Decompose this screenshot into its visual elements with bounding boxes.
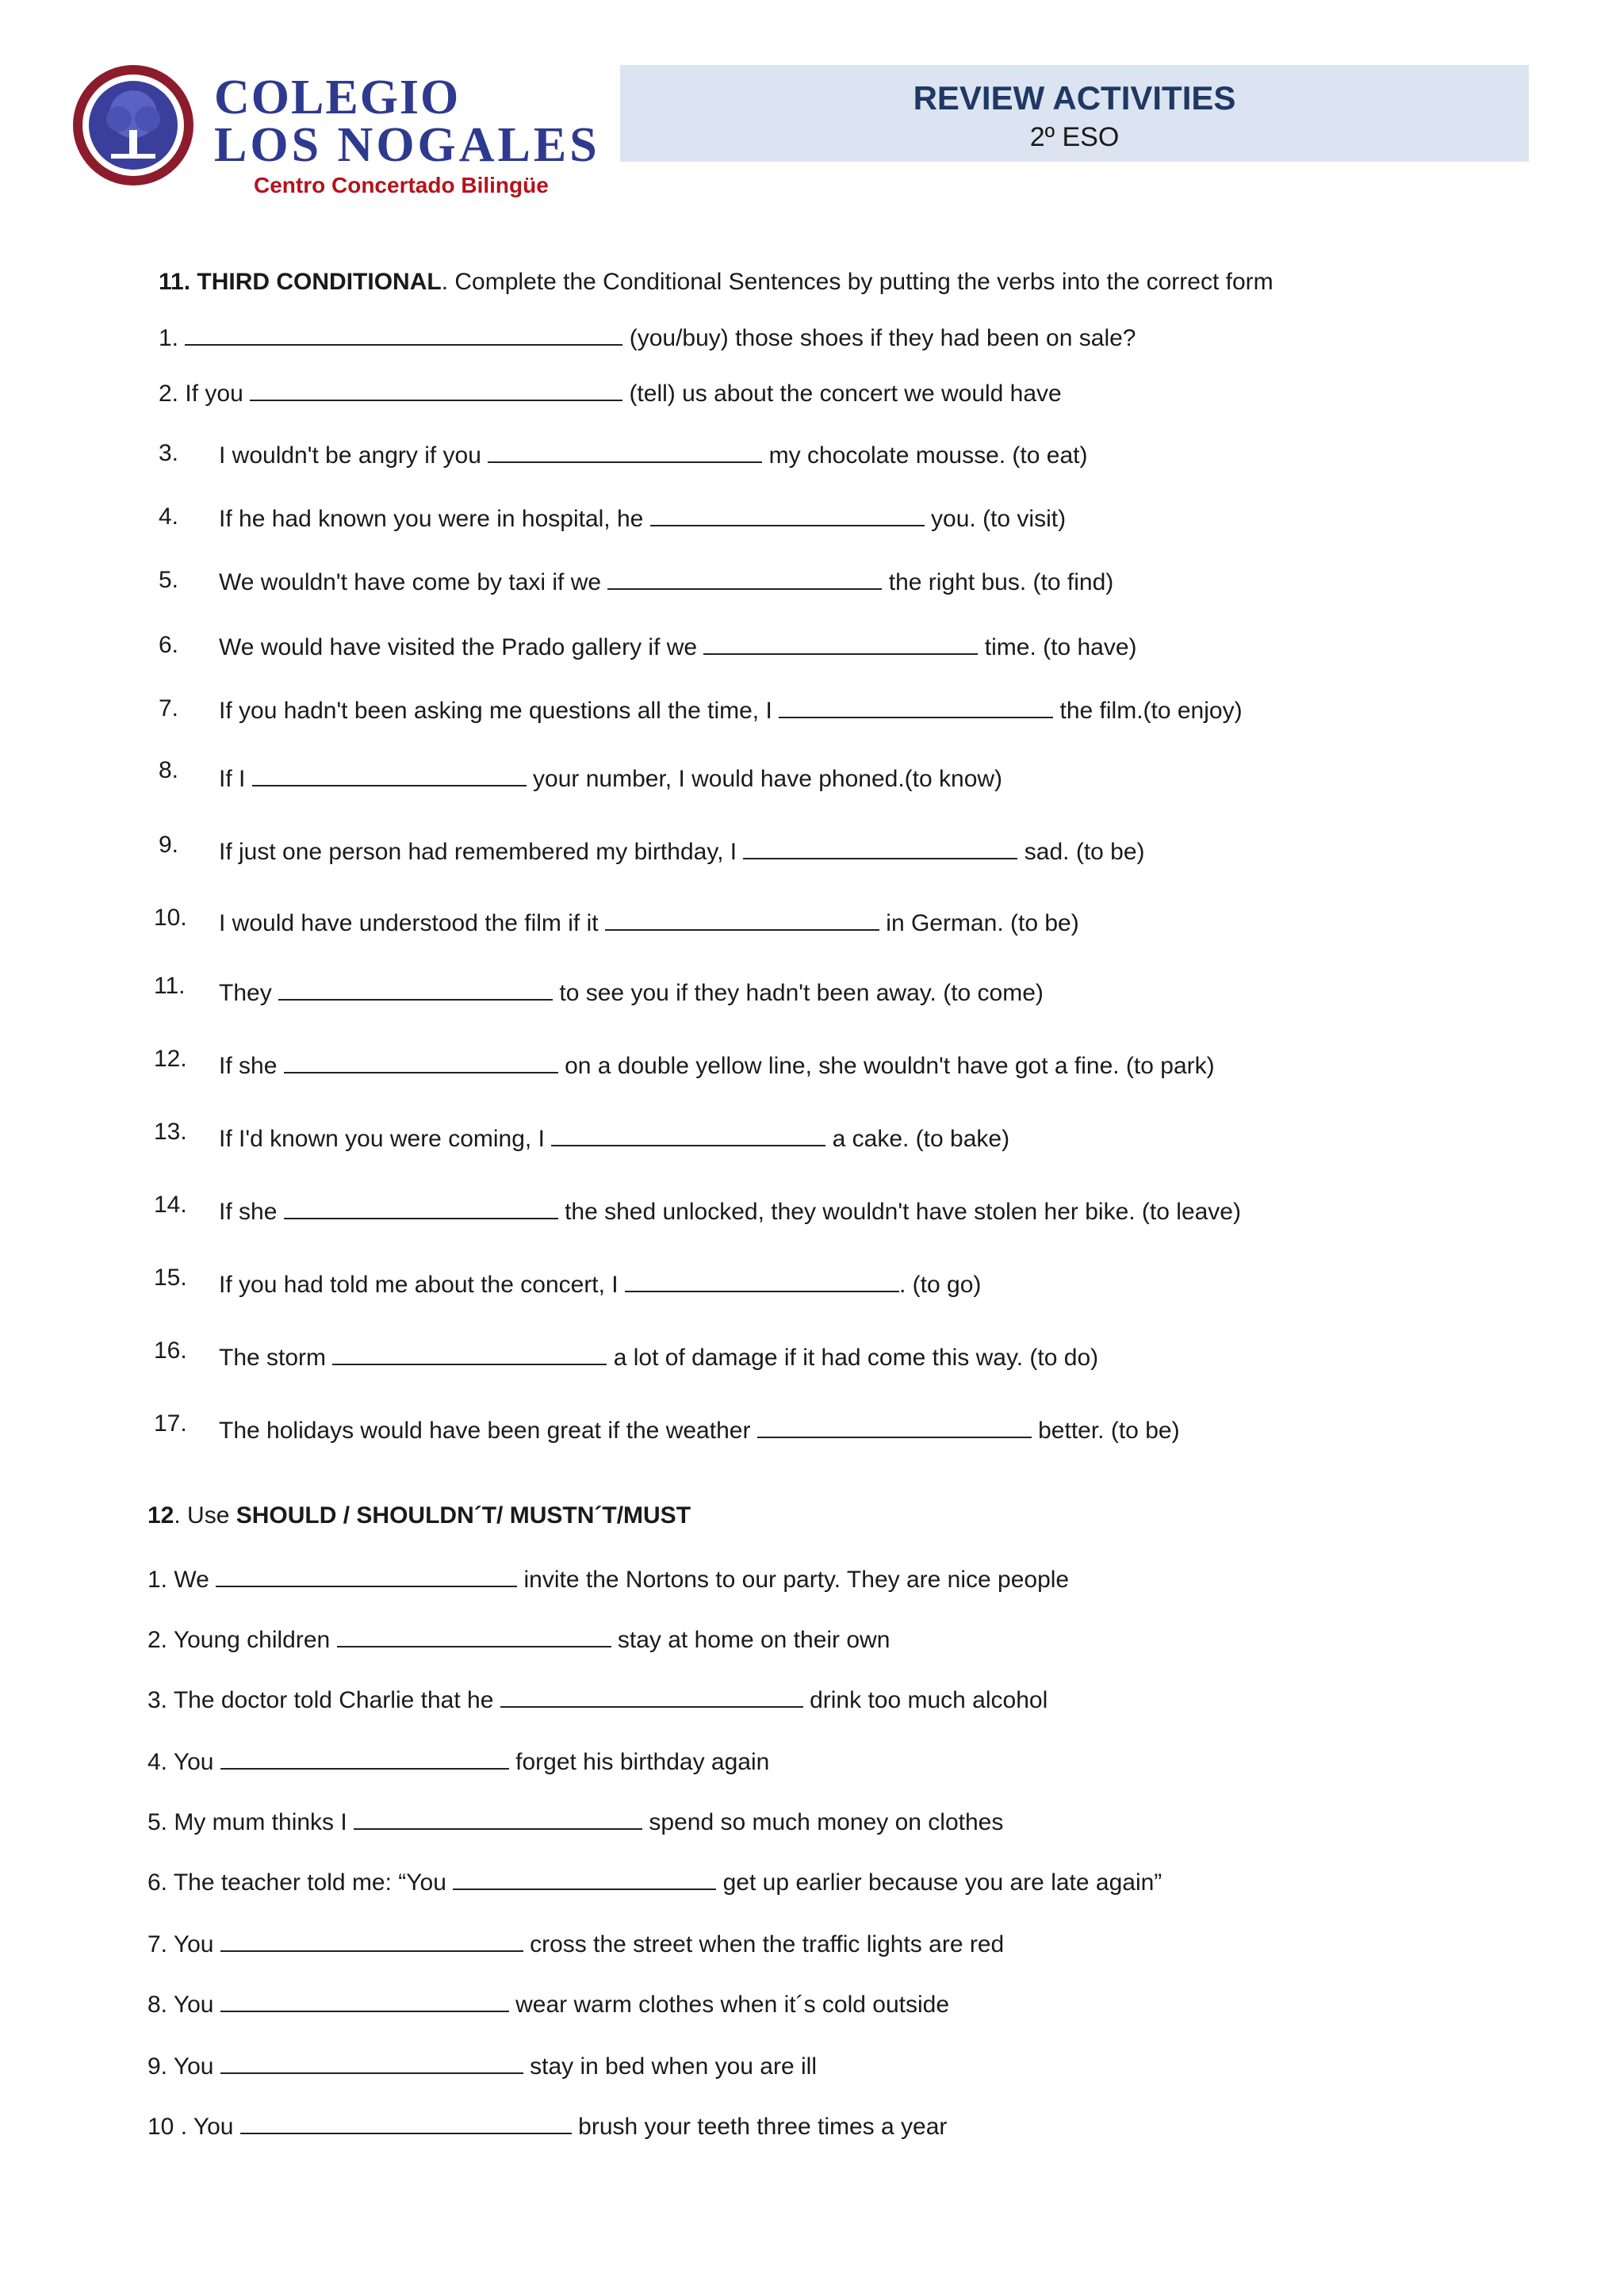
item-text-before: 8. You	[147, 1992, 214, 2018]
page-title: REVIEW ACTIVITIES	[913, 79, 1236, 117]
item-text-after: you. (to visit)	[931, 506, 1067, 532]
answer-blank[interactable]	[278, 977, 553, 1001]
section-11-heading	[159, 268, 1274, 297]
section-11-instruction: . Complete the Conditional Sentences by putting the verbs into the correct form	[441, 269, 1274, 295]
exercise-12-item-9	[147, 2050, 817, 2081]
item-text-after: sad. (to be)	[1024, 839, 1145, 865]
item-text-after: a cake. (to bake)	[832, 1126, 1010, 1152]
answer-blank[interactable]	[220, 2050, 523, 2074]
exercise-11-item-11	[219, 977, 1044, 1008]
exercise-11-item-10	[219, 907, 1079, 938]
item-number: 15.	[154, 1265, 187, 1291]
item-text-after: my chocolate mousse. (to eat)	[768, 442, 1088, 469]
section-12-prefix: . Use	[174, 1502, 236, 1529]
exercise-12-item-10	[147, 2110, 947, 2141]
item-text-before: If I	[219, 766, 246, 792]
exercise-11-item-3	[219, 439, 1087, 470]
answer-blank[interactable]	[337, 1624, 611, 1647]
answer-blank[interactable]	[220, 1746, 509, 1770]
item-text-after: the shed unlocked, they wouldn't have stolen her bike. (to leave)	[565, 1199, 1241, 1225]
item-text-after: to see you if they hadn't been away. (to come)	[559, 980, 1044, 1006]
answer-blank[interactable]	[650, 503, 925, 526]
section-11-number: 11.	[159, 269, 191, 295]
item-text-before: I would have understood the film if it	[219, 910, 599, 936]
answer-blank[interactable]	[284, 1196, 558, 1219]
item-text-after: forget his birthday again	[515, 1749, 770, 1775]
exercise-11-item-17	[219, 1414, 1180, 1445]
item-text-before: We wouldn't have come by taxi if we	[219, 569, 602, 595]
item-text-after: stay at home on their own	[617, 1627, 891, 1653]
item-text-after: wear warm clothes when it´s cold outside	[515, 1992, 950, 2018]
item-text-after: stay in bed when you are ill	[530, 2053, 817, 2080]
answer-blank[interactable]	[252, 763, 527, 786]
item-text-before: 1. We	[147, 1567, 209, 1593]
exercise-12-item-3	[147, 1684, 1048, 1715]
item-text-after: invite the Nortons to our party. They are nice people	[523, 1567, 1070, 1593]
item-text-after: on a double yellow line, she wouldn't have got a fine. (to park)	[565, 1053, 1215, 1079]
item-text-after: drink too much alcohol	[810, 1687, 1048, 1713]
school-name-line1: COLEGIO	[214, 71, 461, 124]
item-text-before: If you hadn't been asking me questions all the time, I	[219, 698, 772, 724]
answer-blank[interactable]	[284, 1050, 558, 1073]
item-text-after: time. (to have)	[984, 634, 1137, 660]
item-number: 8.	[159, 757, 179, 783]
school-seal-icon	[70, 62, 197, 189]
exercise-12-item-5	[147, 1806, 1003, 1837]
item-text-after: . (to go)	[899, 1272, 982, 1298]
item-number: 13.	[154, 1119, 187, 1145]
item-number: 3.	[159, 440, 179, 466]
item-number: 10.	[154, 905, 187, 931]
answer-blank[interactable]	[607, 566, 882, 590]
section-11-title: THIRD CONDITIONAL	[197, 269, 442, 295]
item-text-after: cross the street when the traffic lights are red	[530, 1931, 1005, 1957]
item-text-before: If she	[219, 1053, 278, 1079]
item-text-before: They	[219, 980, 272, 1006]
exercise-12-item-1	[147, 1563, 1069, 1594]
exercise-12-item-4	[147, 1746, 769, 1777]
answer-blank[interactable]	[220, 1928, 523, 1952]
item-number: 12.	[154, 1046, 187, 1072]
item-text-after: (you/buy) those shoes if they had been on sale?	[629, 325, 1136, 351]
item-number: 2.	[159, 381, 179, 407]
item-text-before: If you	[185, 381, 243, 407]
answer-blank[interactable]	[605, 907, 879, 931]
exercise-11-item-4	[219, 503, 1066, 534]
section-12-number: 12	[147, 1502, 174, 1529]
item-number: 1.	[159, 325, 179, 351]
exercise-11-item-1	[159, 322, 1136, 353]
item-text-before: We would have visited the Prado gallery if we	[219, 634, 698, 660]
exercise-11-item-13	[219, 1123, 1009, 1154]
item-text-before: The storm	[219, 1345, 327, 1371]
answer-blank[interactable]	[488, 439, 762, 463]
exercise-11-item-5	[219, 566, 1113, 597]
item-number: 7.	[159, 695, 179, 721]
item-text-before: 7. You	[147, 1931, 214, 1957]
item-text-after: in German. (to be)	[886, 910, 1079, 936]
header-banner	[620, 65, 1529, 162]
item-number: 6.	[159, 632, 179, 658]
answer-blank[interactable]	[354, 1806, 642, 1830]
exercise-11-item-15	[219, 1269, 981, 1299]
answer-blank[interactable]	[220, 1988, 509, 2012]
answer-blank[interactable]	[240, 2110, 572, 2134]
item-text-after: get up earlier because you are late again”	[722, 1869, 1162, 1896]
item-text-after: a lot of damage if it had come this way. (to do)	[613, 1345, 1099, 1371]
answer-blank[interactable]	[250, 377, 622, 401]
exercise-12-item-6	[147, 1866, 1162, 1897]
answer-blank[interactable]	[625, 1269, 899, 1292]
exercise-11-item-16	[219, 1341, 1098, 1372]
item-number: 9.	[159, 832, 179, 858]
answer-blank[interactable]	[216, 1563, 517, 1587]
exercise-12-item-2	[147, 1624, 890, 1655]
item-number: 14.	[154, 1192, 187, 1218]
exercise-11-item-14	[219, 1196, 1241, 1226]
school-logo	[70, 57, 600, 216]
answer-blank[interactable]	[500, 1684, 803, 1708]
section-12-title: SHOULD / SHOULDN´T/ MUSTN´T/MUST	[236, 1502, 691, 1529]
item-text-after: the film.(to enjoy)	[1059, 698, 1243, 724]
item-number: 4.	[159, 503, 179, 530]
item-text-before: If she	[219, 1199, 278, 1225]
item-text-after: spend so much money on clothes	[649, 1809, 1004, 1835]
answer-blank[interactable]	[703, 631, 978, 655]
page-subtitle: 2º ESO	[1029, 122, 1120, 152]
item-text-before: 3. The doctor told Charlie that he	[147, 1687, 494, 1713]
exercise-11-item-6	[219, 631, 1137, 662]
item-number: 16.	[154, 1337, 187, 1364]
item-number: 5.	[159, 567, 179, 593]
exercise-11-item-2	[159, 377, 1062, 408]
answer-blank[interactable]	[779, 695, 1053, 718]
item-text-before: If he had known you were in hospital, he	[219, 506, 644, 532]
item-number: 17.	[154, 1410, 187, 1437]
answer-blank[interactable]	[453, 1866, 716, 1890]
item-text-before: If I'd known you were coming, I	[219, 1126, 545, 1152]
item-text-before: 4. You	[147, 1749, 214, 1775]
item-text-before: 6. The teacher told me: “You	[147, 1869, 446, 1896]
item-text-after: brush your teeth three times a year	[578, 2114, 948, 2140]
exercise-12-item-7	[147, 1928, 1004, 1959]
item-text-before: 2. Young children	[147, 1627, 331, 1653]
answer-blank[interactable]	[551, 1123, 825, 1146]
item-text-before: 9. You	[147, 2053, 214, 2080]
school-name-line2: LOS NOGALES	[214, 118, 600, 172]
item-text-before: If just one person had remembered my birthday, I	[219, 839, 737, 865]
school-subtitle: Centro Concertado Bilingüe	[254, 173, 549, 197]
exercise-11-item-9	[219, 836, 1145, 867]
exercise-11-item-8	[219, 763, 1002, 794]
item-text-before: If you had told me about the concert, I	[219, 1272, 619, 1298]
item-text-before: The holidays would have been great if the weather	[219, 1418, 751, 1444]
answer-blank[interactable]	[332, 1341, 607, 1365]
section-12-heading	[147, 1502, 691, 1530]
answer-blank[interactable]	[185, 322, 622, 346]
exercise-11-item-12	[219, 1050, 1215, 1081]
answer-blank[interactable]	[743, 836, 1017, 859]
item-text-before: I wouldn't be angry if you	[219, 442, 481, 469]
item-text-before: 10 . You	[147, 2114, 234, 2140]
answer-blank[interactable]	[757, 1414, 1032, 1438]
exercise-12-item-8	[147, 1988, 949, 2019]
item-number: 11.	[154, 973, 186, 999]
item-text-after: the right bus. (to find)	[888, 569, 1114, 595]
item-text-after: (tell) us about the concert we would have	[629, 381, 1062, 407]
exercise-11-item-7	[219, 695, 1243, 725]
item-text-after: better. (to be)	[1038, 1418, 1180, 1444]
item-text-after: your number, I would have phoned.(to know)	[533, 766, 1003, 792]
item-text-before: 5. My mum thinks I	[147, 1809, 347, 1835]
